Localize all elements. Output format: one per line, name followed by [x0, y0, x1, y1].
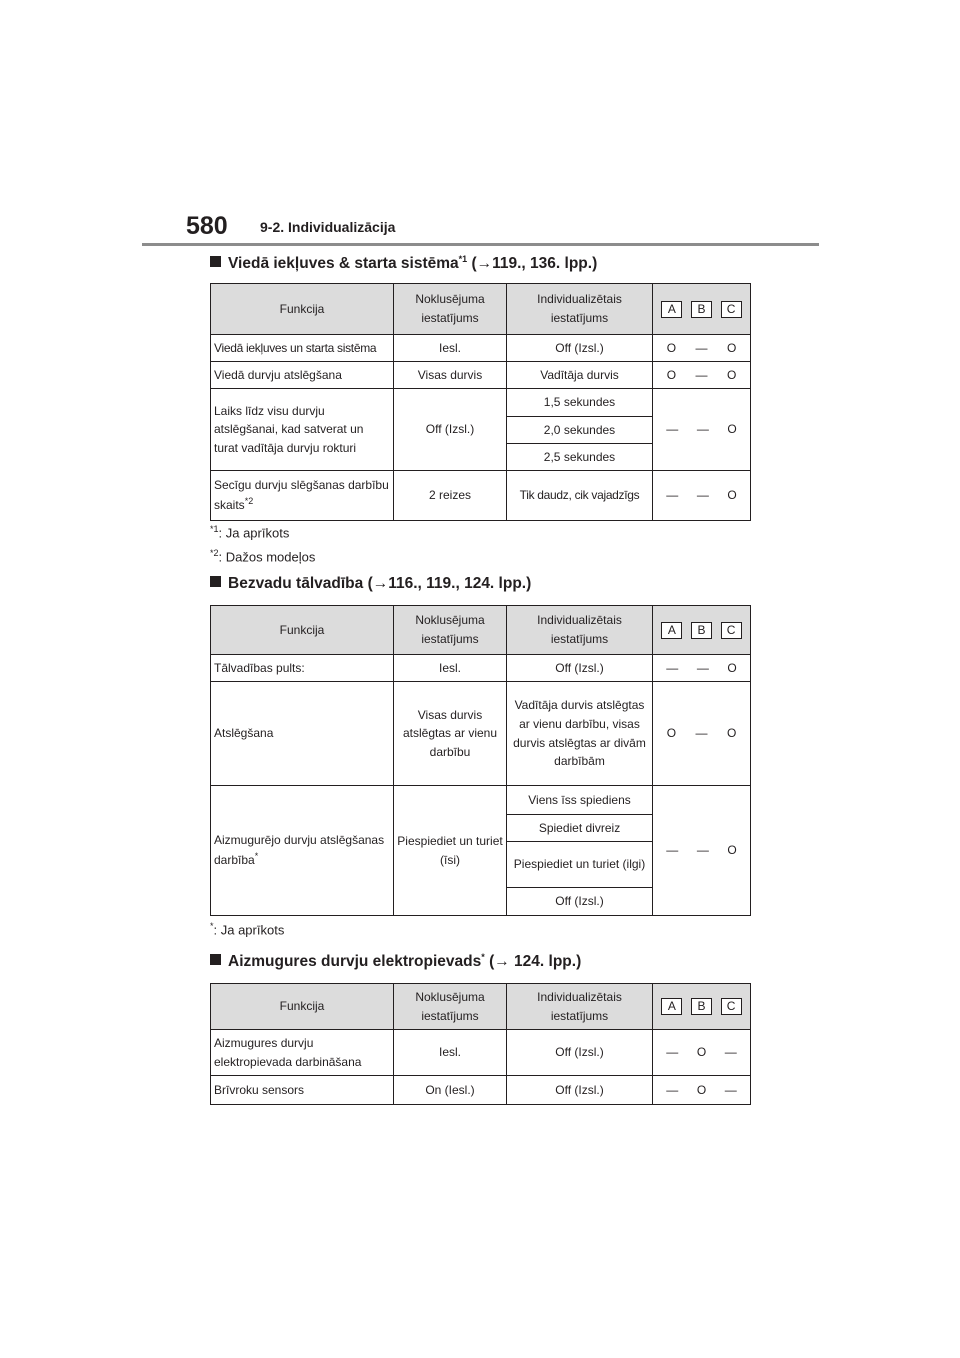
- col-a-label: A: [661, 622, 682, 639]
- table-row: Secīgu durvju slēgšanas darbību skaits$^{*2}$ 2 reizes Tik daudz, cik vajadzīgs — — O: [211, 471, 751, 521]
- footnote: $^{*2}$: Dažos modeļos: [210, 548, 316, 565]
- col-c-label: C: [721, 998, 742, 1015]
- col-b-label: B: [691, 301, 712, 318]
- table-row: 2,5 sekundes: [211, 444, 751, 471]
- bullet-square-icon: [210, 954, 221, 965]
- header-abc: [653, 984, 751, 1030]
- table-row: Brīvroku sensors On (Iesl.) Off (Izsl.) — O —: [211, 1076, 751, 1105]
- header-function: Funkcija: [211, 606, 394, 655]
- table-power-back-door: [210, 983, 751, 1105]
- table-row: Aizmugurējo durvju atslēgšanas darbība* Piespiediet un turiet (īsi) Viens īss spiediens — — O: [211, 786, 751, 815]
- footnote: $^{*1}$: Ja aprīkots: [210, 524, 290, 541]
- table-header-row: [211, 606, 751, 655]
- col-a-label: A: [661, 998, 682, 1015]
- table-row: Piespiediet un turiet (ilgi): [211, 842, 751, 888]
- header-function: Funkcija: [211, 984, 394, 1030]
- bullet-square-icon: [210, 256, 221, 267]
- section-heading-power-back-door: Aizmugures durvju elektropievads* (→ 124. lpp.): [210, 952, 581, 971]
- section-heading-wireless-remote: Bezvadu tālvadība (→116., 119., 124. lpp.): [210, 575, 531, 593]
- header-abc: [653, 284, 751, 335]
- table-row: Spiediet divreiz: [211, 815, 751, 842]
- table-row: Aizmugures durvju elektropievada darbināšana Iesl. Off (Izsl.) — O —: [211, 1030, 751, 1076]
- footnote: *: Ja aprīkots: [210, 921, 285, 938]
- table-header-row: [211, 984, 751, 1030]
- header-default: Noklusējuma iestatījums: [394, 984, 507, 1030]
- table-row: Tālvadības pults: Iesl. Off (Izsl.) — — O: [211, 655, 751, 682]
- col-a-label: A: [661, 301, 682, 318]
- section-heading-smart-entry: Viedā iekļuves & starta sistēma$^{*1}$ (→119., 136. lpp.): [210, 254, 597, 273]
- header-custom: Individualizētais iestatījums: [507, 606, 653, 655]
- header-abc: [653, 606, 751, 655]
- col-c-label: C: [721, 301, 742, 318]
- header-function: Funkcija: [211, 284, 394, 335]
- table-header-row: [211, 284, 751, 335]
- table-row: Viedā durvju atslēgšana Visas durvis Vadītāja durvis O — O: [211, 362, 751, 389]
- table-wireless-remote: [210, 605, 751, 916]
- page-number: 580: [186, 212, 228, 240]
- col-b-label: B: [691, 998, 712, 1015]
- table-row: Viedā iekļuves un starta sistēma Iesl. Off (Izsl.) O — O: [211, 335, 751, 362]
- header-default: Noklusējuma iestatījums: [394, 606, 507, 655]
- header-default: Noklusējuma iestatījums: [394, 284, 507, 335]
- table-row: 2,0 sekundes: [211, 417, 751, 444]
- table-row: Off (Izsl.): [211, 888, 751, 916]
- table-row: Atslēgšana Visas durvis atslēgtas ar vienu darbību Vadītāja durvis atslēgtas ar vienu darbību, visas durvis atslēgtas ar divām darbībām O — O: [211, 682, 751, 786]
- col-c-label: C: [721, 622, 742, 639]
- table-smart-entry: [210, 283, 751, 521]
- header-custom: Individualizētais iestatījums: [507, 284, 653, 335]
- chapter-title: 9-2. Individualizācija: [260, 219, 396, 235]
- table-row: Laiks līdz visu durvju atslēgšanai, kad satverat un turat vadītāja durvju rokturi Off (Izsl.) 1,5 sekundes — — O: [211, 389, 751, 417]
- header-rule: [142, 243, 819, 246]
- bullet-square-icon: [210, 576, 221, 587]
- header-custom: Individualizētais iestatījums: [507, 984, 653, 1030]
- col-b-label: B: [691, 622, 712, 639]
